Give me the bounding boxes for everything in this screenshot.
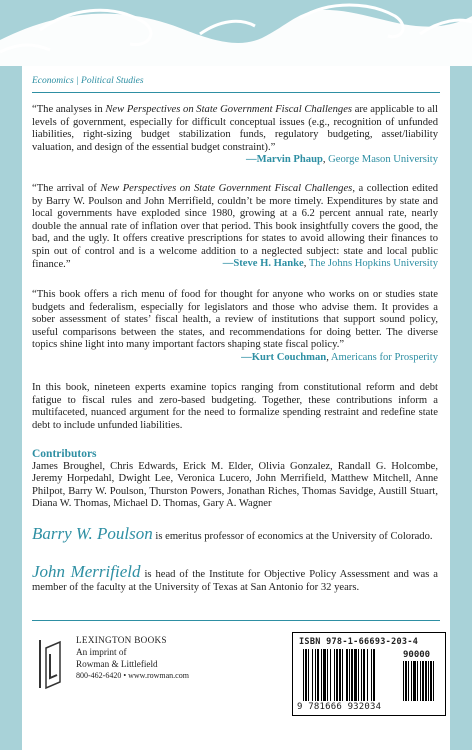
publisher-contact: 800-462-6420 • www.rowman.com [76,671,189,680]
publisher-text [76,634,189,682]
quote-3-affiliation: Americans for Prosperity [330,351,438,363]
quote-3 [32,289,438,365]
quote-1 [32,104,438,167]
quote-2-text: “The arrival of [32,183,101,194]
back-cover-panel [22,66,450,750]
scroll-ornament-icon [0,0,472,66]
contributors-heading: Contributors [32,448,97,460]
author-bio-1 [32,524,438,544]
top-divider [32,92,440,93]
author-2-bio: is head of the Institute for Objective Policy Assessment and was a member of the faculty at the University of Texas at San Antonio for 32 years. [32,569,438,593]
quote-1-book-title: New Perspectives on State Government Fiscal Challenges [105,104,353,115]
quote-3-name: Kurt Couchman [251,351,327,363]
publisher-parent: Rowman & Littlefield [76,659,158,669]
author-1-name: Barry W. Poulson [32,524,153,543]
quote-1-text: “The analyses in [32,104,106,115]
decorative-top-band [0,0,472,66]
publisher-imprint-line: An imprint of [76,647,127,657]
quote-2-text-cont: , a collection edited by Barry W. Poulson and John Merrifield, couldn’t be more timely. Expenditures by state and local governments have exploded since 1980, growing at a 6.2 percent annual rate, nearly double the annual rate of inflation over that period. This book insightfully covers the good, the bad, and the ugly. It offers creative prescriptions for states to avoid allowing their finances to spin out of control and is a welcome addition to a neglected subject: state and local public finance.” [32,183,438,270]
quote-2-name: Steve H. Hanke [233,258,304,270]
quote-2-book-title: New Perspectives on State Government Fiscal Challenges [100,183,353,194]
quote-1-name: Marvin Phaup [256,154,323,166]
price-code: 90000 [403,650,431,660]
isbn-barcode [292,632,446,716]
quote-1-attribution: —Marvin Phaup, George Mason University [246,154,438,166]
author-1-bio: is emeritus professor of economics at the University of Colorado. [152,531,433,542]
bottom-divider [32,620,440,621]
quote-2-affiliation: The Johns Hopkins University [308,258,438,270]
category-label: Economics | Political Studies [32,76,144,86]
quote-3-text: “This book offers a rich menu of food for thought for anyone who works on or studies state budgets and federalism, especially for legislators and those who advise them. It provides a sober assessment of states’ fiscal health, a review of institutions that support sound policy, useful comparisons between the states, and recommendations for doing better. The diverse topics shine light into many important factors shaping state fiscal policy.” [32,289,438,351]
quote-2-attribution: —Steve H. Hanke, The Johns Hopkins University [222,258,438,270]
publisher-name: LEXINGTON BOOKS [76,635,167,645]
isbn-text: ISBN 978-1-66693-203-4 [299,637,419,647]
quote-1-affiliation: George Mason University [328,154,438,166]
book-description: In this book, nineteen experts examine topics ranging from constitutional reform and debt fatigue to fiscal rules and zero-based budgeting. Together, these contributions inform a multifaceted, nuanced argument for the need to formalize spending restraint and redefine state debt to include unfunded liabilities. [32,382,438,431]
author-2-name: John Merrifield [32,562,141,581]
barcode-digits: 9 781666 932034 [297,702,382,712]
quote-1-text-cont: are applicable to all levels of government, especially for difficult conceptual issues (e.g., recognition of unfunded liabilities, right-sizing budget stabilization funds, regulatory budgeting, asset/liability valuation, and design of the essential budget constraint).” [32,104,438,153]
contributors-list: James Broughel, Chris Edwards, Erick M. Elder, Olivia Gonzalez, Randall G. Holcombe, Jeremy Horpedahl, Dwight Lee, Veronica Lucero, John Merrifield, Matthew Mitchell, Anne Philpot, Barry W. Poulson, Thurston Powers, Jonathan Riches, Thomas Savidge, Austill Stuart, Diana W. Thomas, Michael D. Thomas, Gary A. Wagner [32,460,438,510]
publisher-logo-icon [38,638,66,690]
contributors-section [32,448,438,511]
quote-2 [32,183,438,271]
quote-3-attribution: —Kurt Couchman, Americans for Prosperity [241,351,438,363]
author-bio-2 [32,562,438,594]
